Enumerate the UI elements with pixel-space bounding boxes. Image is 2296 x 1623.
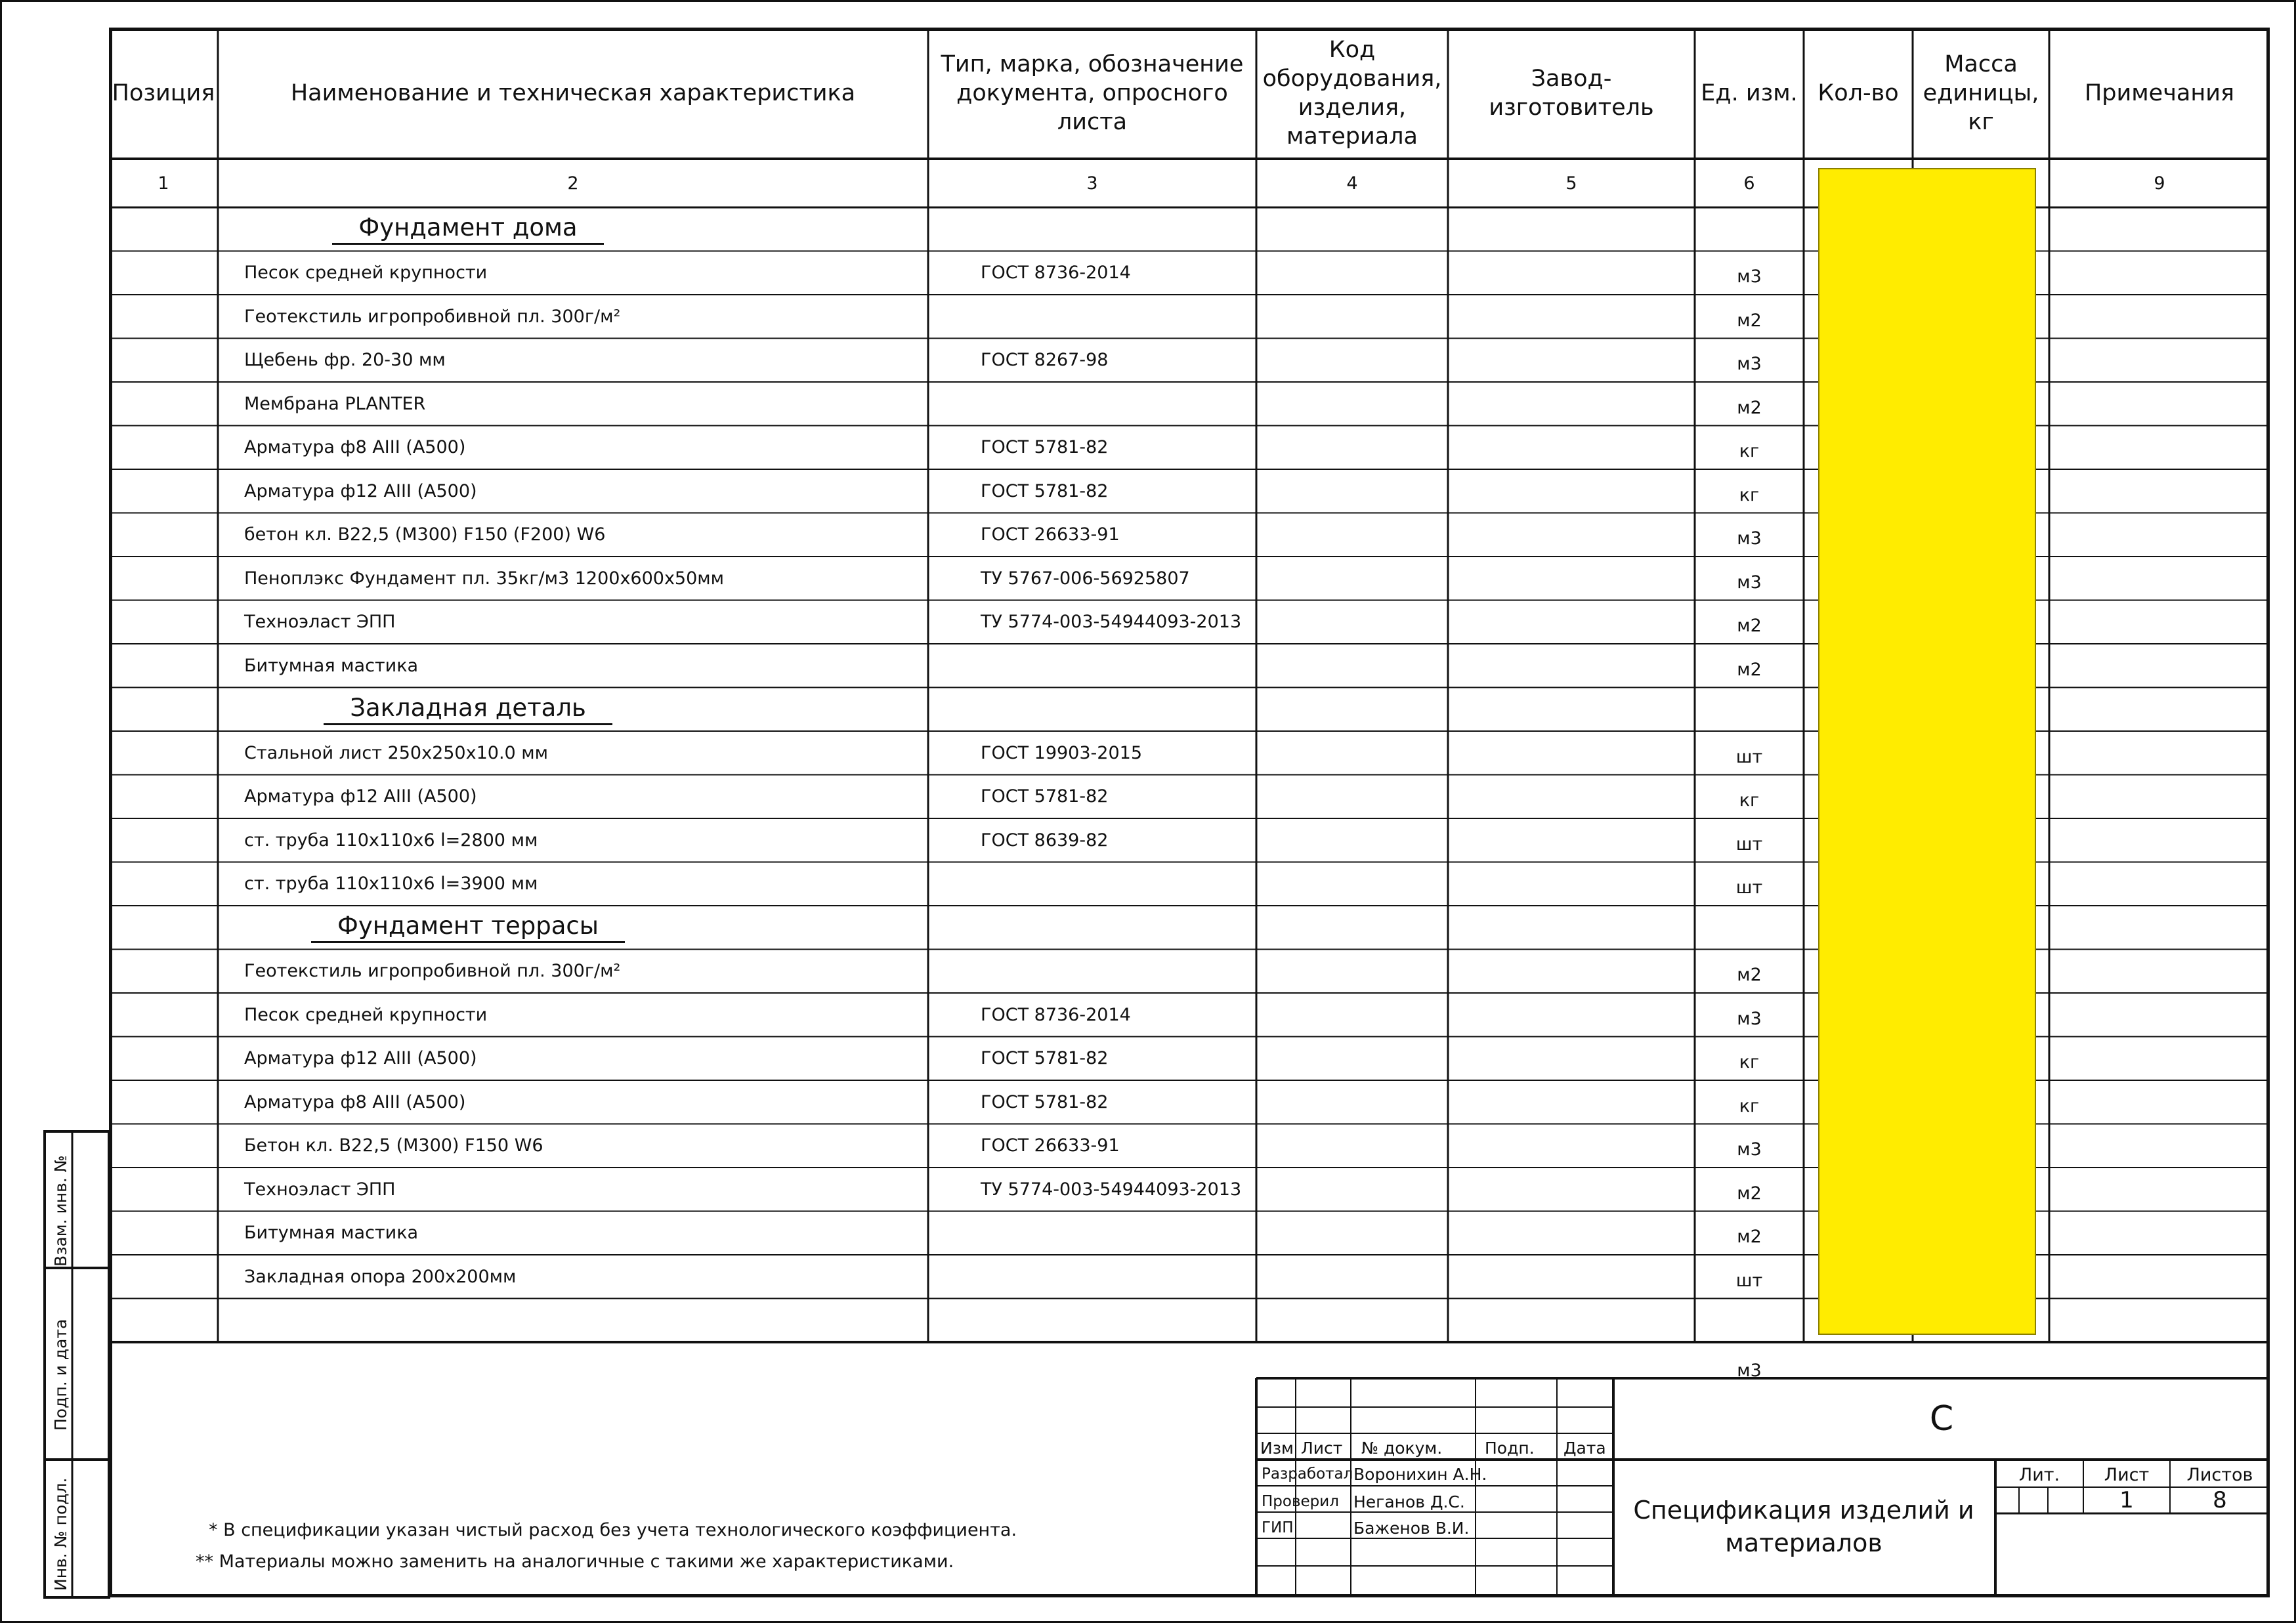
column-number-5: 5 — [1565, 173, 1577, 194]
stamp-role-gip: ГИП — [1262, 1519, 1294, 1536]
row-unit: м3 — [1737, 1139, 1762, 1160]
column-number-1: 1 — [158, 173, 169, 194]
header-col-1: Позиция — [112, 80, 215, 106]
row-name: Геотекстиль игропробивной пл. 300г/м² — [244, 306, 621, 327]
row-doc: ГОСТ 26633-91 — [981, 524, 1120, 545]
row-name: Песок средней крупности — [244, 1004, 488, 1025]
row-doc: ТУ 5774-003-54944093-2013 — [981, 612, 1242, 633]
row-unit: м2 — [1737, 965, 1762, 986]
row-unit: кг — [1739, 790, 1760, 811]
side-label-sign-date: Подп. и дата — [51, 1318, 70, 1431]
row-unit: м3 — [1737, 1008, 1762, 1029]
row-unit: шт — [1735, 746, 1763, 767]
stamp-sheet-label: Лист — [2104, 1464, 2150, 1485]
stamp-name-developed: Воронихин А.Н. — [1353, 1464, 1487, 1484]
row-unit: м2 — [1737, 616, 1762, 637]
row-name: ст. труба 110х110х6 l=3900 мм — [244, 874, 538, 895]
header-col-2: Наименование и техническая характеристика — [290, 80, 856, 106]
row-name: Арматура ф12 AIII (A500) — [244, 480, 477, 501]
row-name: Мембрана PLANTER — [244, 393, 426, 414]
row-name: Арматура ф12 AIII (A500) — [244, 786, 477, 807]
row-doc — [928, 862, 1256, 906]
section-title-text: Фундамент дома — [332, 213, 603, 245]
row-name: Техноэласт ЭПП — [244, 1179, 396, 1200]
row-name: Щебень фр. 20-30 мм — [244, 350, 446, 371]
stamp-role-developed: Разработал — [1262, 1465, 1353, 1483]
row-unit: м2 — [1737, 1183, 1762, 1204]
row-name — [227, 1299, 924, 1343]
section-title — [244, 207, 692, 251]
row-unit — [1695, 1303, 1804, 1347]
stamp-col-date: Дата — [1563, 1438, 1606, 1458]
stamp-sheets-value: 8 — [2213, 1487, 2227, 1513]
side-label-inv-orig: Инв. № подл. — [51, 1477, 70, 1591]
stamp-role-checked: Проверил — [1262, 1493, 1339, 1510]
row-name: Закладная опора 200х200мм — [244, 1266, 517, 1287]
row-unit: кг — [1739, 441, 1760, 462]
row-doc: ГОСТ 5781-82 — [981, 437, 1109, 458]
row-doc: ГОСТ 19903-2015 — [981, 742, 1142, 763]
row-doc: ГОСТ 26633-91 — [981, 1135, 1120, 1156]
row-name: ст. труба 110х110х6 l=2800 мм — [244, 830, 538, 851]
row-name: Техноэласт ЭПП — [244, 612, 396, 633]
row-unit: м2 — [1737, 1227, 1762, 1248]
stamp-sheet-value: 1 — [2119, 1487, 2134, 1513]
row-unit: м2 — [1737, 397, 1762, 418]
row-doc — [928, 382, 1256, 426]
header-col-3: Тип, марка, обозначение документа, опросного листа — [941, 51, 1244, 135]
row-doc: ГОСТ 8736-2014 — [981, 1004, 1131, 1025]
row-name: Геотекстиль игропробивной пл. 300г/м² — [244, 961, 621, 982]
stamp-title-line1: Спецификация изделий и — [1633, 1496, 1974, 1525]
row-unit: м2 — [1737, 659, 1762, 680]
stamp-col-doc: № докум. — [1361, 1438, 1443, 1458]
row-unit: шт — [1735, 833, 1763, 854]
header-col-7: Кол-во — [1818, 80, 1899, 106]
stray-unit-label: м3 — [1737, 1360, 1762, 1381]
row-doc: ГОСТ 5781-82 — [981, 480, 1109, 501]
row-unit: кг — [1739, 1095, 1760, 1116]
stamp-col-izm: Изм — [1260, 1438, 1294, 1458]
row-name: Песок средней крупности — [244, 263, 488, 284]
header-col-6: Ед. изм. — [1701, 80, 1798, 106]
row-doc — [928, 295, 1256, 339]
side-label-inv-replace: Взам. инв. № — [51, 1155, 70, 1267]
row-name: бетон кл. B22,5 (M300) F150 (F200) W6 — [244, 524, 606, 545]
header-col-8: Масса единицы, кг — [1923, 51, 2039, 135]
row-doc — [928, 950, 1256, 994]
row-doc: ГОСТ 5781-82 — [981, 786, 1109, 807]
row-unit: м3 — [1737, 528, 1762, 549]
section-title — [244, 688, 692, 732]
column-number-4: 4 — [1346, 173, 1358, 194]
row-doc: ГОСТ 5781-82 — [981, 1048, 1109, 1069]
section-title — [244, 906, 692, 950]
section-title-text: Закладная деталь — [324, 694, 612, 725]
row-unit: кг — [1739, 1052, 1760, 1073]
row-name: Арматура ф8 AIII (A500) — [244, 437, 466, 458]
row-name: Арматура ф8 AIII (A500) — [244, 1091, 466, 1112]
stamp-name-gip: Баженов В.И. — [1353, 1518, 1470, 1538]
row-doc: ТУ 5774-003-54944093-2013 — [981, 1179, 1242, 1200]
row-doc — [928, 1299, 1256, 1343]
row-unit: шт — [1735, 1270, 1763, 1291]
row-doc: ГОСТ 5781-82 — [981, 1091, 1109, 1112]
row-doc — [928, 1212, 1256, 1255]
row-unit: м2 — [1737, 310, 1762, 331]
row-unit: шт — [1735, 877, 1763, 898]
row-name: Бетон кл. B22,5 (M300) F150 W6 — [244, 1135, 543, 1156]
row-name: Битумная мастика — [244, 1223, 419, 1244]
row-doc: ГОСТ 8736-2014 — [981, 263, 1131, 284]
row-unit: кг — [1739, 484, 1760, 505]
header-col-4: Код оборудования, изделия, материала — [1262, 37, 1442, 150]
row-name: Стальной лист 250х250х10.0 мм — [244, 742, 549, 763]
row-doc: ГОСТ 8267-98 — [981, 350, 1109, 371]
stamp-col-list: Лист — [1301, 1438, 1343, 1458]
stamp-sheets-label: Листов — [2186, 1464, 2253, 1485]
column-number-9: 9 — [2154, 173, 2165, 194]
row-name: Битумная мастика — [244, 655, 419, 676]
row-unit: м3 — [1737, 354, 1762, 375]
stamp-title-line2: материалов — [1725, 1528, 1882, 1557]
row-name: Арматура ф12 AIII (A500) — [244, 1048, 477, 1069]
note-1: * В спецификации указан чистый расход без учета технологического коэффициента. — [209, 1520, 1017, 1540]
row-doc: ГОСТ 8639-82 — [981, 830, 1109, 851]
column-number-2: 2 — [567, 173, 579, 194]
column-number-6: 6 — [1743, 173, 1755, 194]
row-unit: м3 — [1737, 572, 1762, 593]
stamp-lit-label: Лит. — [2018, 1464, 2060, 1485]
note-2: ** Материалы можно заменить на аналогичные с такими же характеристиками. — [196, 1551, 954, 1572]
row-doc: ТУ 5767-006-56925807 — [981, 568, 1190, 589]
stamp-col-sign: Подп. — [1485, 1438, 1535, 1458]
section-title-text: Фундамент террасы — [311, 912, 625, 943]
column-number-3: 3 — [1086, 173, 1098, 194]
row-doc — [928, 1255, 1256, 1299]
row-unit: м3 — [1737, 266, 1762, 287]
highlight-overlay — [1818, 168, 2036, 1335]
row-name: Пеноплэкс Фундамент пл. 35кг/м3 1200х600х50мм — [244, 568, 725, 589]
stamp-code: С — [1929, 1399, 1954, 1439]
header-col-5: Завод-изготовитель — [1489, 66, 1654, 121]
row-doc — [928, 644, 1256, 688]
stamp-name-checked: Неганов Д.С. — [1353, 1492, 1465, 1511]
header-col-9: Примечания — [2084, 80, 2235, 106]
